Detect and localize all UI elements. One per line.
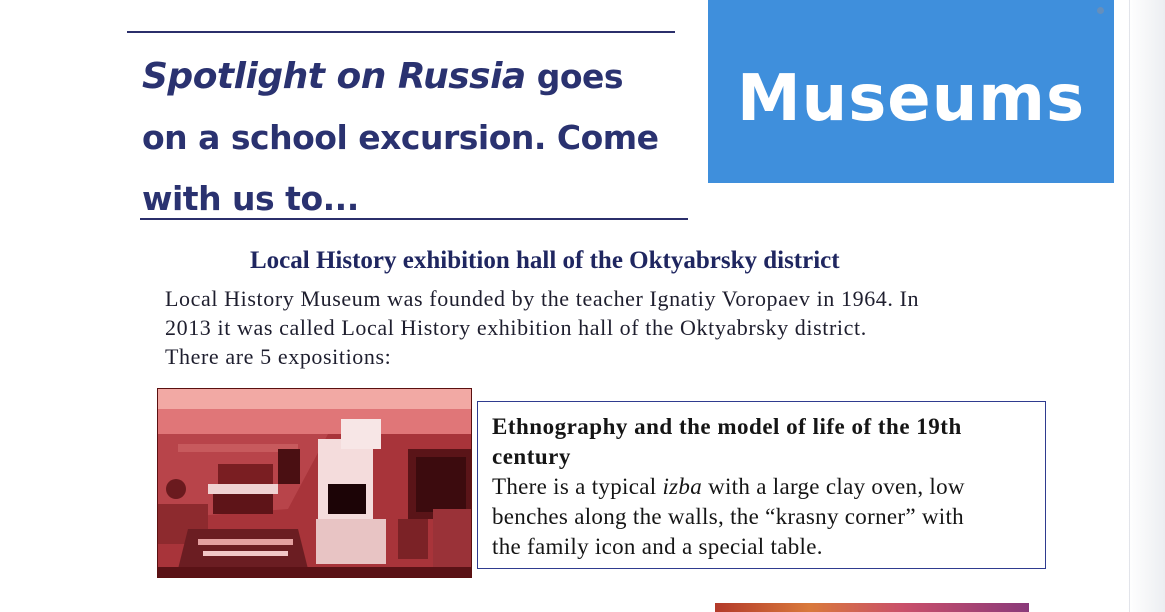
- next-photo-edge: [715, 603, 1029, 612]
- intro-heading: [142, 46, 662, 229]
- izba-term: izba: [662, 474, 703, 499]
- exposition-body: [492, 472, 1031, 562]
- paragraph-line: 2013 it was called Local History exhibition hall of the Oktyabrsky district.: [165, 315, 867, 340]
- exposition-box: [477, 401, 1046, 569]
- banner-title: Museums: [736, 61, 1086, 136]
- photo-illustration: [158, 389, 472, 578]
- scan-speck: [1097, 7, 1104, 14]
- exposition-body-line1-rest: with a large clay oven, low: [702, 474, 965, 499]
- paragraph-line: Local History Museum was founded by the teacher Ignatiy Voropaev in 1964. In: [165, 286, 920, 311]
- brand-name: Spotlight on Russia: [142, 56, 526, 97]
- intro-line1-rest: goes: [525, 57, 624, 96]
- exposition-body-prefix: There is a typical: [492, 474, 663, 499]
- paragraph-line: There are 5 expositions:: [165, 344, 392, 369]
- page-edge-shadow: [1128, 0, 1165, 612]
- page-edge-line: [1129, 0, 1130, 612]
- exposition-title-line2: century: [492, 444, 571, 469]
- intro-line2: on a school excursion. Come: [142, 118, 659, 157]
- bottom-rule: [140, 218, 688, 220]
- section-title: Local History exhibition hall of the Oktyabrsky district: [250, 247, 840, 274]
- exposition-body-line2: benches along the walls, the “krasny corner” with: [492, 504, 964, 529]
- izba-interior-photo: [157, 388, 472, 578]
- top-rule: [127, 31, 675, 33]
- section-paragraph: [165, 284, 1065, 371]
- exposition-body-line3: the family icon and a special table.: [492, 534, 823, 559]
- museums-banner: [708, 0, 1114, 183]
- exposition-title-line1: Ethnography and the model of life of the 19th: [492, 414, 962, 439]
- exposition-title: [492, 412, 1031, 472]
- intro-line3: with us to...: [142, 179, 359, 218]
